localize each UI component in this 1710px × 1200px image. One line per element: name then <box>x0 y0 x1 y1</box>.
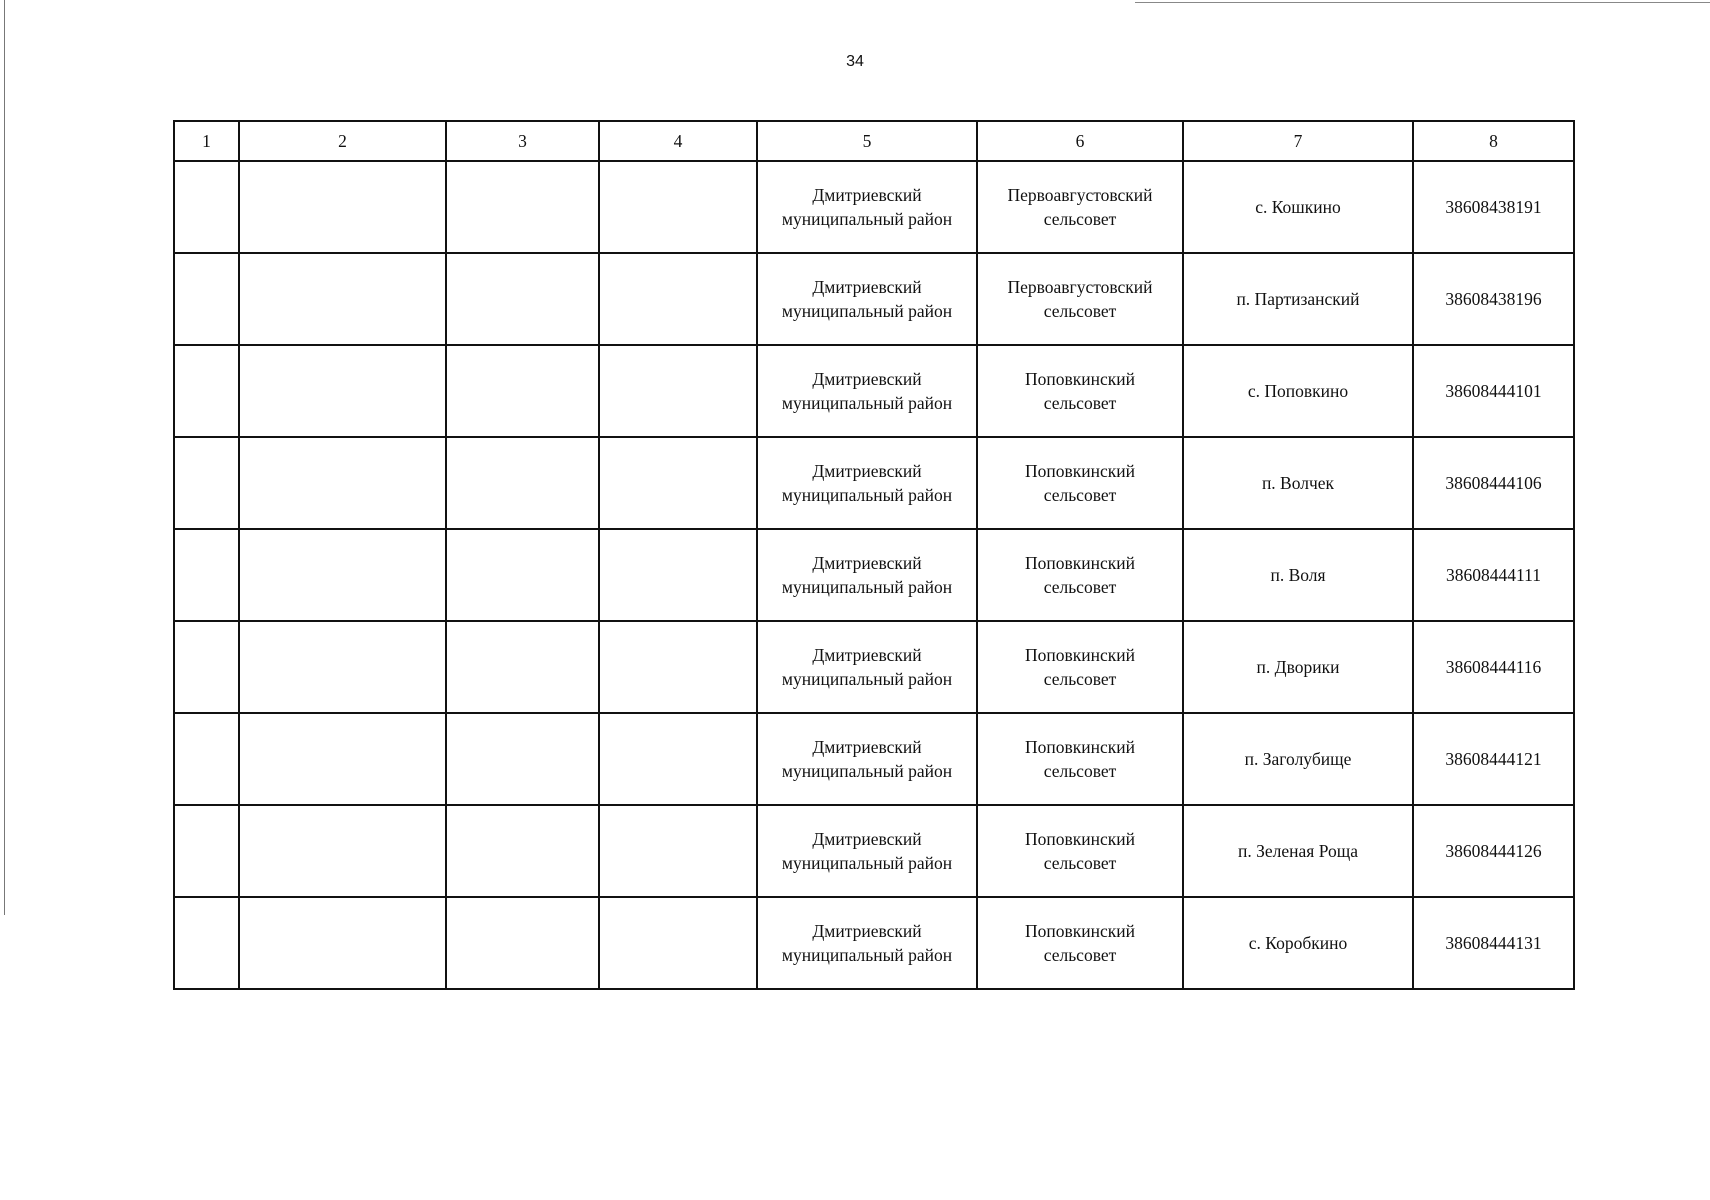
cell-col-1 <box>174 345 239 437</box>
cell-code: 38608444116 <box>1413 621 1574 713</box>
column-header-8: 8 <box>1413 121 1574 161</box>
cell-col-4 <box>599 621 757 713</box>
council-name: Поповкинский <box>1025 645 1135 665</box>
settlements-table <box>173 120 1575 990</box>
district-name: Дмитриевский <box>812 829 922 849</box>
cell-code: 38608438191 <box>1413 161 1574 253</box>
district-type: муниципальный район <box>781 393 953 413</box>
column-header-7: 7 <box>1183 121 1413 161</box>
council-name: Поповкинский <box>1025 921 1135 941</box>
district-type: муниципальный район <box>781 577 953 597</box>
cell-council <box>977 897 1183 989</box>
column-header-5: 5 <box>757 121 977 161</box>
cell-council <box>977 805 1183 897</box>
district-type: муниципальный район <box>781 853 953 873</box>
cell-council <box>977 345 1183 437</box>
cell-code: 38608444121 <box>1413 713 1574 805</box>
council-type: сельсовет <box>1043 393 1117 413</box>
district-name: Дмитриевский <box>812 461 922 481</box>
cell-col-2 <box>239 805 446 897</box>
district-name: Дмитриевский <box>812 185 922 205</box>
cell-col-4 <box>599 253 757 345</box>
cell-col-3 <box>446 253 599 345</box>
cell-col-4 <box>599 529 757 621</box>
cell-col-3 <box>446 621 599 713</box>
cell-col-1 <box>174 713 239 805</box>
cell-col-2 <box>239 529 446 621</box>
table-row <box>174 529 1574 621</box>
district-type: муниципальный район <box>781 945 953 965</box>
council-name: Первоавгустовский <box>1007 185 1153 205</box>
cell-col-3 <box>446 897 599 989</box>
column-header-1: 1 <box>174 121 239 161</box>
cell-council <box>977 253 1183 345</box>
council-name: Поповкинский <box>1025 553 1135 573</box>
cell-district <box>757 437 977 529</box>
cell-col-3 <box>446 161 599 253</box>
cell-col-2 <box>239 713 446 805</box>
cell-council <box>977 621 1183 713</box>
cell-col-3 <box>446 805 599 897</box>
cell-col-4 <box>599 161 757 253</box>
cell-district <box>757 161 977 253</box>
cell-code: 38608444106 <box>1413 437 1574 529</box>
cell-col-2 <box>239 897 446 989</box>
cell-col-3 <box>446 529 599 621</box>
table-row <box>174 713 1574 805</box>
cell-col-1 <box>174 161 239 253</box>
cell-code: 38608444131 <box>1413 897 1574 989</box>
table-row <box>174 621 1574 713</box>
cell-col-3 <box>446 437 599 529</box>
cell-district <box>757 253 977 345</box>
cell-council <box>977 529 1183 621</box>
table-row <box>174 897 1574 989</box>
scan-top-edge-line <box>1135 2 1710 3</box>
cell-district <box>757 897 977 989</box>
cell-col-1 <box>174 897 239 989</box>
district-name: Дмитриевский <box>812 645 922 665</box>
cell-settlement: с. Кошкино <box>1183 161 1413 253</box>
cell-col-4 <box>599 897 757 989</box>
cell-col-4 <box>599 437 757 529</box>
council-type: сельсовет <box>1043 209 1117 229</box>
table-row <box>174 437 1574 529</box>
table-header-row <box>174 121 1574 161</box>
cell-col-4 <box>599 805 757 897</box>
cell-council <box>977 437 1183 529</box>
cell-col-1 <box>174 805 239 897</box>
cell-col-2 <box>239 161 446 253</box>
cell-col-4 <box>599 345 757 437</box>
district-type: муниципальный район <box>781 761 953 781</box>
cell-district <box>757 713 977 805</box>
council-name: Поповкинский <box>1025 737 1135 757</box>
council-type: сельсовет <box>1043 945 1117 965</box>
cell-col-2 <box>239 253 446 345</box>
cell-settlement: с. Коробкино <box>1183 897 1413 989</box>
cell-settlement: п. Заголубище <box>1183 713 1413 805</box>
cell-col-3 <box>446 713 599 805</box>
cell-col-1 <box>174 621 239 713</box>
cell-code: 38608444111 <box>1413 529 1574 621</box>
column-header-3: 3 <box>446 121 599 161</box>
cell-col-3 <box>446 345 599 437</box>
district-type: муниципальный район <box>781 209 953 229</box>
table-row <box>174 805 1574 897</box>
cell-settlement: п. Волчек <box>1183 437 1413 529</box>
district-name: Дмитриевский <box>812 921 922 941</box>
council-name: Поповкинский <box>1025 829 1135 849</box>
cell-settlement: п. Партизанский <box>1183 253 1413 345</box>
cell-col-4 <box>599 713 757 805</box>
column-header-4: 4 <box>599 121 757 161</box>
district-name: Дмитриевский <box>812 553 922 573</box>
district-name: Дмитриевский <box>812 369 922 389</box>
cell-col-1 <box>174 529 239 621</box>
council-type: сельсовет <box>1043 301 1117 321</box>
district-type: муниципальный район <box>781 485 953 505</box>
council-type: сельсовет <box>1043 853 1117 873</box>
table-row <box>174 161 1574 253</box>
council-name: Первоавгустовский <box>1007 277 1153 297</box>
district-name: Дмитриевский <box>812 277 922 297</box>
cell-district <box>757 805 977 897</box>
council-type: сельсовет <box>1043 761 1117 781</box>
district-type: муниципальный район <box>781 301 953 321</box>
cell-settlement: с. Поповкино <box>1183 345 1413 437</box>
cell-col-2 <box>239 345 446 437</box>
district-name: Дмитриевский <box>812 737 922 757</box>
cell-council <box>977 161 1183 253</box>
scan-left-edge-line <box>4 0 5 915</box>
council-name: Поповкинский <box>1025 461 1135 481</box>
cell-col-2 <box>239 437 446 529</box>
cell-settlement: п. Дворики <box>1183 621 1413 713</box>
cell-code: 38608444101 <box>1413 345 1574 437</box>
cell-code: 38608438196 <box>1413 253 1574 345</box>
cell-district <box>757 345 977 437</box>
cell-col-2 <box>239 621 446 713</box>
cell-code: 38608444126 <box>1413 805 1574 897</box>
page-number: 34 <box>846 53 864 70</box>
cell-col-1 <box>174 253 239 345</box>
council-type: сельсовет <box>1043 485 1117 505</box>
column-header-2: 2 <box>239 121 446 161</box>
table-row <box>174 345 1574 437</box>
council-type: сельсовет <box>1043 669 1117 689</box>
cell-district <box>757 529 977 621</box>
column-header-6: 6 <box>977 121 1183 161</box>
cell-council <box>977 713 1183 805</box>
cell-settlement: п. Воля <box>1183 529 1413 621</box>
council-name: Поповкинский <box>1025 369 1135 389</box>
table-row <box>174 253 1574 345</box>
cell-district <box>757 621 977 713</box>
cell-col-1 <box>174 437 239 529</box>
cell-settlement: п. Зеленая Роща <box>1183 805 1413 897</box>
council-type: сельсовет <box>1043 577 1117 597</box>
district-type: муниципальный район <box>781 669 953 689</box>
